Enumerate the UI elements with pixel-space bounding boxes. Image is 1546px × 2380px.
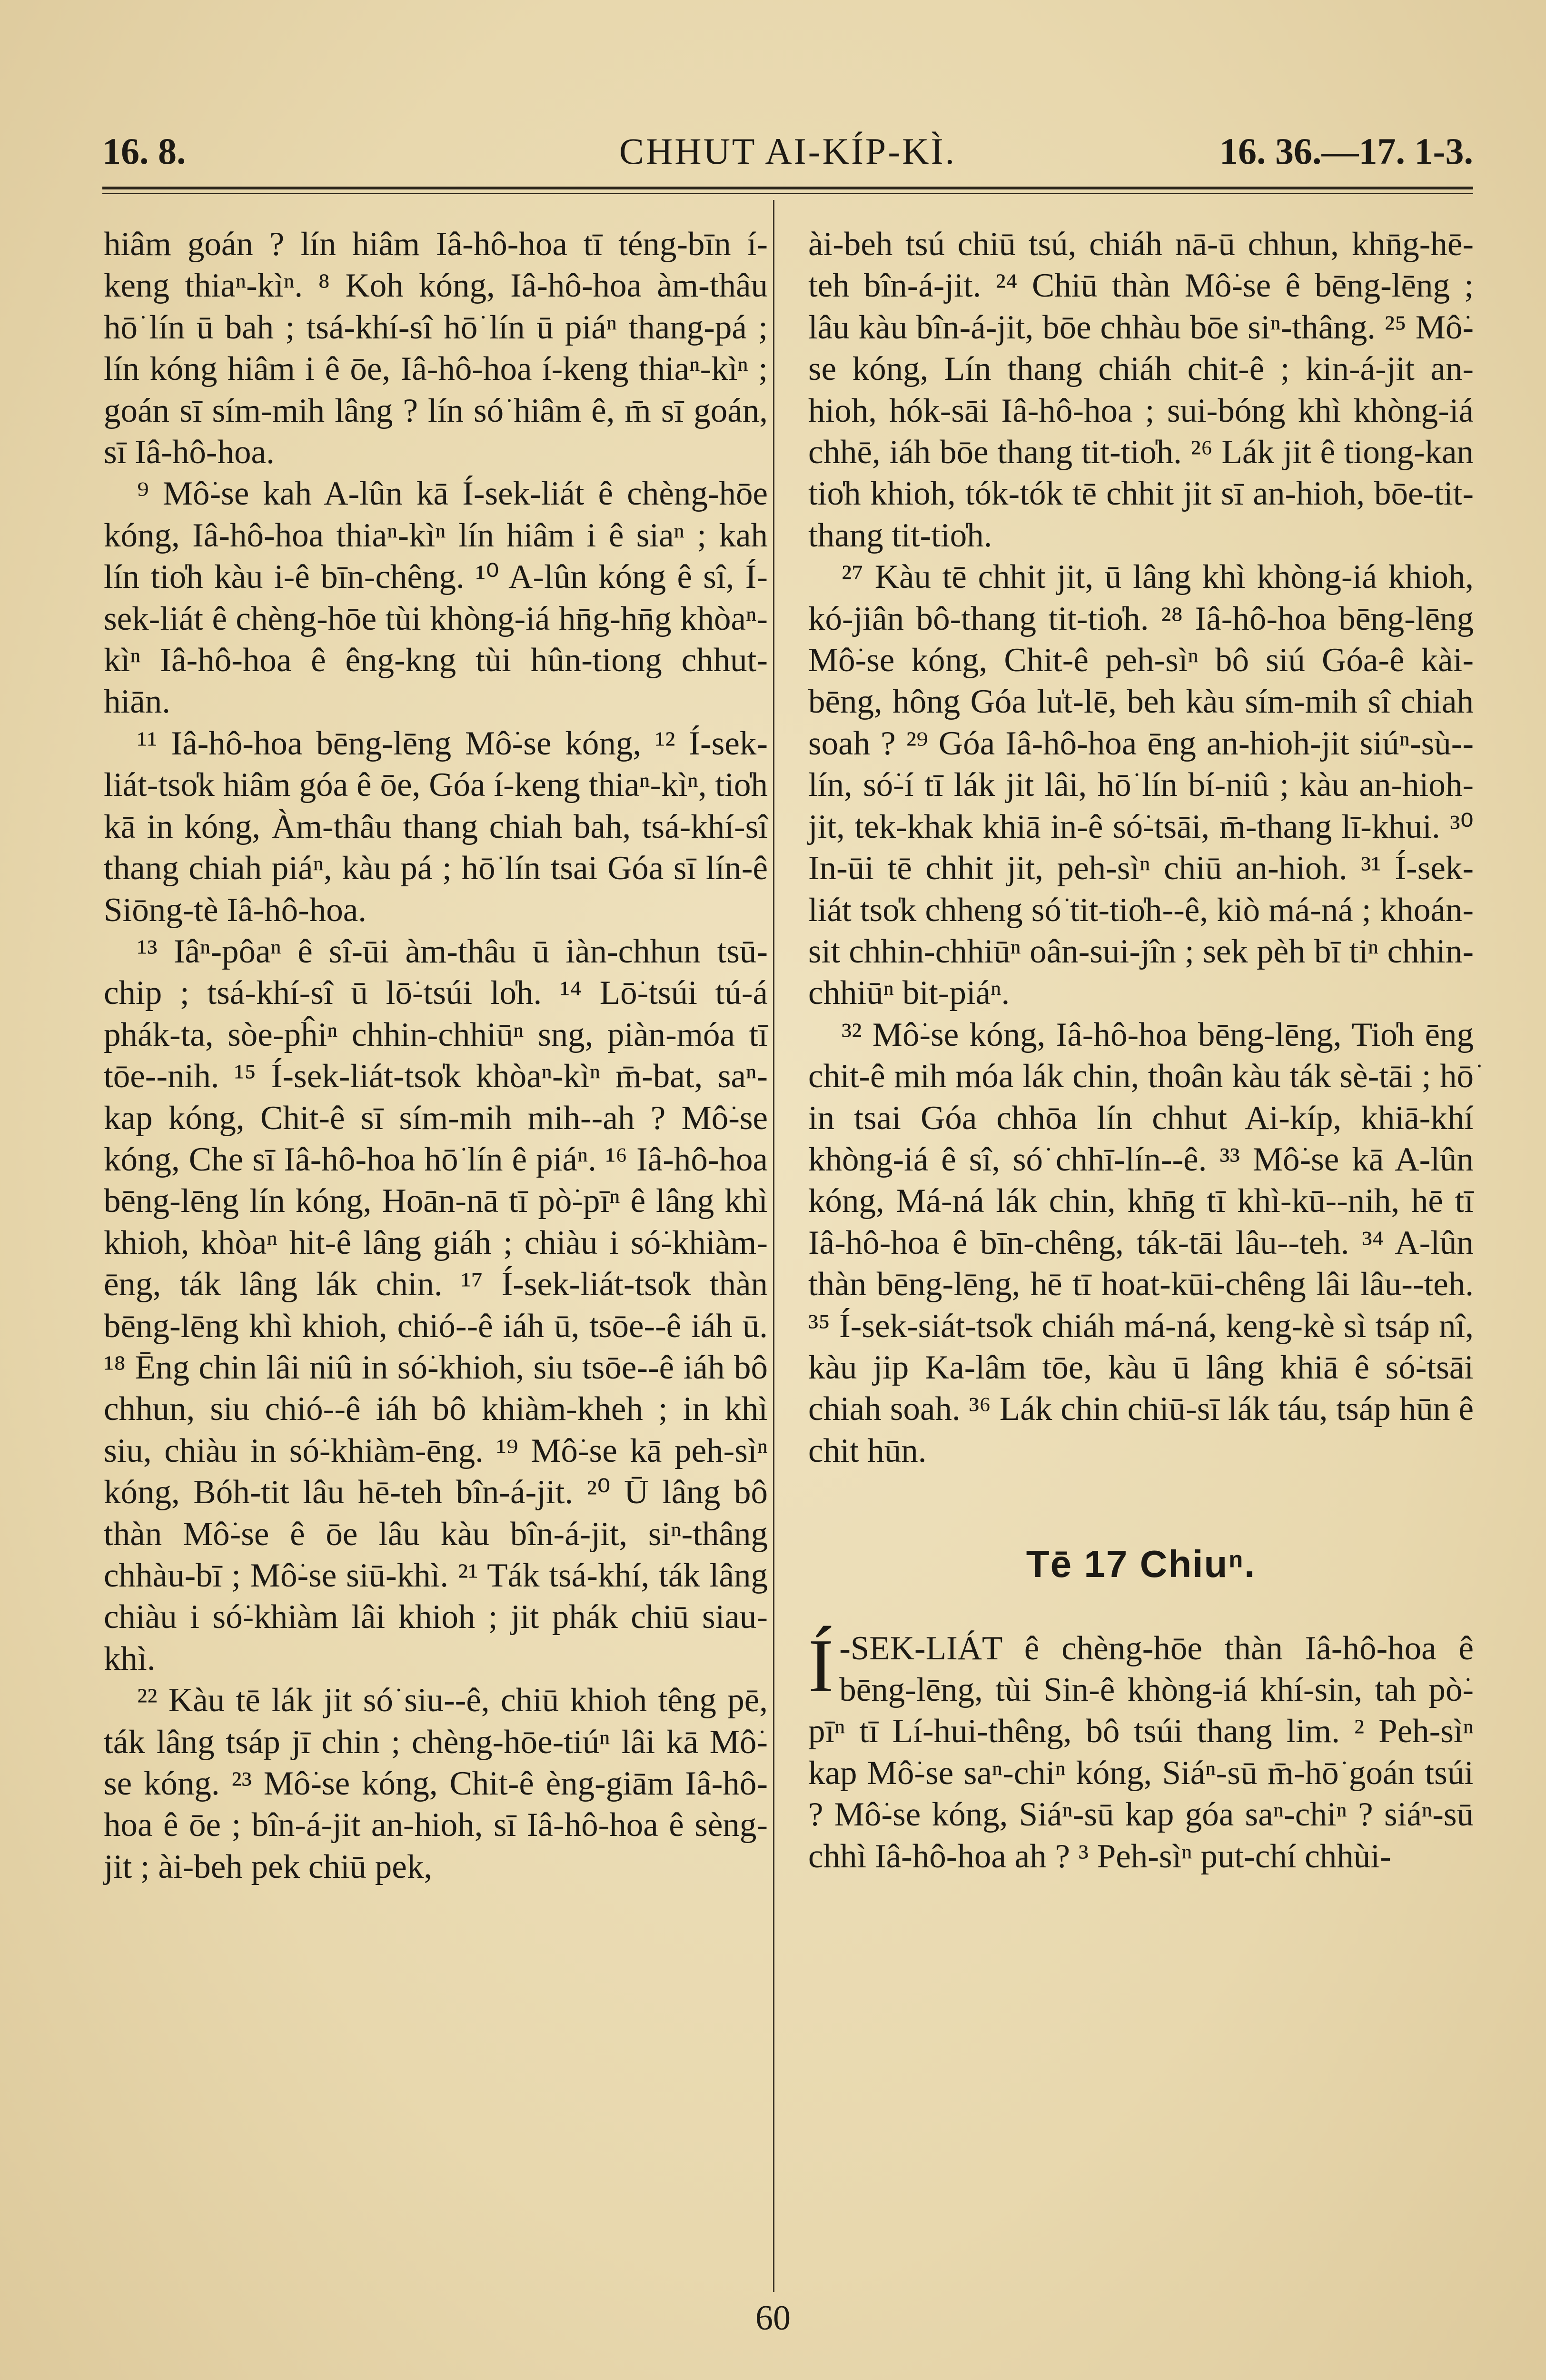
left-column bbox=[104, 224, 768, 1888]
header-rule-thin bbox=[102, 193, 1473, 194]
page-number: 60 bbox=[755, 2299, 791, 2338]
header-rule-thick bbox=[102, 187, 1473, 189]
drop-cap: Í bbox=[808, 1623, 834, 1708]
header-book-title: CHHUT AI-KÍP-KÌ. bbox=[619, 130, 957, 172]
paragraph-16-27-31: ²⁷ Kàu tē chhit jit, ū lâng khì khòng-iá khioh, kó-jiân bô-thang tit-tio̍h. ²⁸ Iâ-hô-hoa bēng-lēng Mô͘-se kóng, Chit-ê peh-sìⁿ bô siú Góa-ê kài-bēng, hông Góa lu̍t-lē, beh kàu sím-mih sî chiah soah ? ²⁹ Góa Iâ-hô-hoa ēng an-hioh-jit siúⁿ-sù--lín, só͘-í tī lák jit lâi, hō͘ lín bí-niû ; kàu an-hioh-jit, tek-khak khiā in-ê só͘-tsāi, m̄-thang lī-khui. ³⁰ In-ūi tē chhit jit, peh-sìⁿ chiū an-hioh. ³¹ Í-sek-liát tso̍k chheng só͘ tit-tio̍h--ê, kiò má-ná ; khoán-sit chhin-chhiūⁿ oân-sui-jîn ; sek pèh bī tiⁿ chhin-chhiūⁿ bit-piáⁿ. bbox=[808, 558, 1474, 1012]
paragraph-16-23-26: ài-beh tsú chiū tsú, chiáh nā-ū chhun, khn̄g-hē-teh bîn-á-jit. ²⁴ Chiū thàn Mô͘-se ê bēng-lēng ; lâu kàu bîn-á-jit, bōe chhàu bōe siⁿ-thâng. ²⁵ Mô͘-se kóng, Lín thang chiáh chit-ê ; kin-á-jit an-hioh, hók-sāi Iâ-hô-hoa ; sui-bóng khì khòng-iá chhē, iáh bōe thang tit-tio̍h. ²⁶ Lák jit ê tiong-kan tio̍h khioh, tók-tók tē chhit jit sī an-hioh, bōe-tit-thang tit-tio̍h. bbox=[808, 226, 1474, 554]
paragraph-16-9-10: ⁹ Mô͘-se kah A-lûn kā Í-sek-liát ê chèng-hōe kóng, Iâ-hô-hoa thiaⁿ-kìⁿ lín hiâm i ê siaⁿ ; kah lín tio̍h kàu i-ê bīn-chêng. ¹⁰ A-lûn kóng ê sî, Í-sek-liát ê chèng-hōe tùi khòng-iá hn̄g-hn̄g khòaⁿ-kìⁿ Iâ-hô-hoa ê êng-kng tùi hûn-tiong chhut-hiān. bbox=[104, 475, 768, 721]
paragraph-16-22-23: ²² Kàu tē lák jit só͘ siu--ê, chiū khioh têng pē, ták lâng tsáp jī chin ; chèng-hōe-tiúⁿ lâi kā Mô͘-se kóng. ²³ Mô͘-se kóng, Chit-ê èng-giām Iâ-hô-hoa ê ōe ; bîn-á-jit an-hioh, sī Iâ-hô-hoa ê sèng-jit ; ài-beh pek chiū pek, bbox=[104, 1682, 768, 1885]
paragraph-17-1-3 bbox=[808, 1623, 1474, 1877]
paragraph-16-11-12: ¹¹ Iâ-hô-hoa bēng-lēng Mô͘-se kóng, ¹² Í-sek-liát-tso̍k hiâm góa ê ōe, Góa í-keng thiaⁿ-kìⁿ, tio̍h kā in kóng, Àm-thâu thang chiah bah, tsá-khí-sî thang chiah piáⁿ, kàu pá ; hō͘ lín tsai Góa sī lín-ê Siōng-tè Iâ-hô-hoa. bbox=[104, 724, 768, 929]
right-column bbox=[808, 224, 1474, 1877]
paragraph-16-13-21: ¹³ Iâⁿ-pôaⁿ ê sî-ūi àm-thâu ū iàn-chhun tsū-chip ; tsá-khí-sî ū lō͘-tsúi lo̍h. ¹⁴ Lō͘-tsúi tú-á phák-ta, sòe-pĥiⁿ chhin-chhiūⁿ sng, piàn-móa tī tōe--nih. ¹⁵ Í-sek-liát-tso̍k khòaⁿ-kìⁿ m̄-bat, saⁿ-kap kóng, Chit-ê sī sím-mih mih--ah ? Mô͘-se kóng, Che sī Iâ-hô-hoa hō͘ lín ê piáⁿ. ¹⁶ Iâ-hô-hoa bēng-lēng lín kóng, Hoān-nā tī pò͘-pīⁿ ê lâng khì khioh, khòaⁿ hit-ê lâng giáh ; chiàu i só͘-khiàm-ēng, ták lâng lák chin. ¹⁷ Í-sek-liát-tso̍k thàn bēng-lēng khì khioh, chió--ê iáh ū, tsōe--ê iáh ū. ¹⁸ Ēng chin lâi niû in só͘-khioh, siu tsōe--ê iáh bô chhun, siu chió--ê iáh bô khiàm-kheh ; in khì siu, chiàu in só͘-khiàm-ēng. ¹⁹ Mô͘-se kā peh-sìⁿ kóng, Bóh-tit lâu hē-teh bîn-á-jit. ²⁰ Ū lâng bô thàn Mô͘-se ê ōe lâu kàu bîn-á-jit, siⁿ-thâng chhàu-bī ; Mô͘-se siū-khì. ²¹ Ták tsá-khí, ták lâng chiàu i só͘-khiàm lâi khioh ; jit phák chiū siau-khì. bbox=[104, 932, 768, 1677]
paragraph-16-32-36: ³² Mô͘-se kóng, Iâ-hô-hoa bēng-lēng, Tio̍h ēng chit-ê mih móa lák chin, thoân kàu ták sè-tāi ; hō͘ in tsai Góa chhōa lín chhut Ai-kíp, khiā-khí khòng-iá ê sî, só͘ chhī-lín--ê. ³³ Mô͘-se kā A-lûn kóng, Má-ná lák chin, khn̄g tī khì-kū--nih, hē tī Iâ-hô-hoa ê bīn-chêng, ták-tāi lâu--teh. ³⁴ A-lûn thàn bēng-lēng, hē tī hoat-kūi-chêng lâi lâu--teh. ³⁵ Í-sek-siát-tso̍k chiáh má-ná, keng-kè sì tsáp nî, kàu jip Ka-lâm tōe, kàu ū lâng khiā ê só͘-tsāi chiah soah. ³⁶ Lák chin chiū-sī lák táu, tsáp hūn ê chit hūn. bbox=[808, 1016, 1474, 1469]
paragraph-16-7-8: hiâm goán ? lín hiâm Iâ-hô-hoa tī téng-bīn í-keng thiaⁿ-kìⁿ. ⁸ Koh kóng, Iâ-hô-hoa àm-thâu hō͘ lín ū bah ; tsá-khí-sî hō͘ lín ū piáⁿ thang-pá ; lín kóng hiâm i ê ōe, Iâ-hô-hoa í-keng thiaⁿ-kìⁿ ; goán sī sím-mih lâng ? lín só͘ hiâm ê, m̄ sī goán, sī Iâ-hô-hoa. bbox=[104, 226, 768, 471]
chapter-heading: Tē 17 Chiuⁿ. bbox=[1026, 1543, 1256, 1586]
header-verse-start: 16. 8. bbox=[102, 130, 186, 172]
chapter-17-text: -SEK-LIÁT ê chèng-hōe thàn Iâ-hô-hoa ê bēng-lēng, tùi Sin-ê khòng-iá khí-sin, tah pò͘-pīⁿ tī Lí-hui-thêng, bô tsúi thang lim. ² Peh-sìⁿ kap Mô͘-se saⁿ-chiⁿ kóng, Siáⁿ-sū m̄-hō͘ goán tsúi ? Mô͘-se kóng, Siáⁿ-sū kap góa saⁿ-chiⁿ ? siáⁿ-sū chhì Iâ-hô-hoa ah ? ³ Peh-sìⁿ put-chí chhùi- bbox=[808, 1629, 1474, 1875]
column-divider bbox=[773, 200, 774, 2292]
header-verse-range: 16. 36.—17. 1-3. bbox=[1219, 130, 1473, 172]
running-header bbox=[102, 128, 1473, 180]
